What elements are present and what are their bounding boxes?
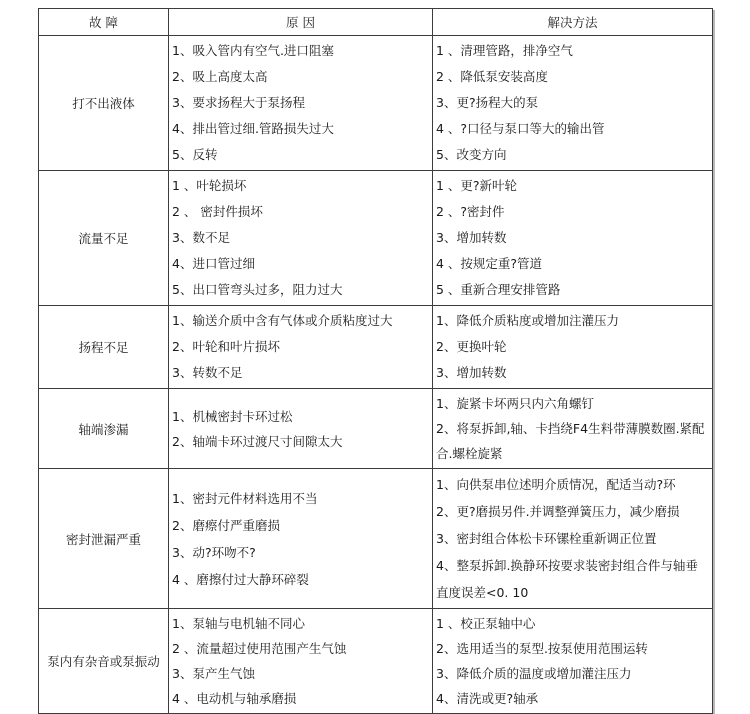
- solution-line: 1 、清理管路，排净空气: [436, 43, 573, 58]
- table-row: [39, 389, 713, 469]
- solution-line: 2、更换叶轮: [436, 339, 507, 354]
- table-row: [39, 306, 713, 389]
- header-fault: 故 障: [39, 9, 169, 36]
- cause-line: 3、数不足: [172, 230, 230, 245]
- solution-line: 3、增加转数: [436, 365, 507, 380]
- solution-line: 3、降低介质的温度或增加灌注压力: [436, 666, 632, 681]
- cause-cell: [169, 389, 433, 469]
- fault-cell: 轴端渗漏: [39, 389, 169, 469]
- cause-line: 4、排出管过细.管路损失过大: [172, 121, 334, 136]
- cause-line: 1 、叶轮损坏: [172, 178, 247, 193]
- cause-line: 5、出口管弯头过多，阻力过大: [172, 282, 343, 297]
- cause-line: 3、转数不足: [172, 365, 243, 380]
- solution-line: 2 、?密封件: [436, 204, 505, 219]
- cause-line: 1、机械密封卡环过松: [172, 408, 293, 424]
- cause-line: 2 、 密封件损坏: [172, 204, 263, 219]
- solution-line: 1 、校正泵轴中心: [436, 616, 536, 631]
- solution-line: 1、旋紧卡坏两只内六角螺钉: [436, 396, 594, 411]
- solution-line: 2、将泵拆卸,轴、卡挡绕F4生料带薄膜数圈.紧配合.螺栓旋紧: [436, 421, 705, 461]
- solution-line: 2、选用适当的泵型.按泵使用范围运转: [436, 641, 648, 656]
- cause-line: 2、吸上高度太高: [172, 69, 268, 84]
- solution-line: 1、降低介质粘度或增加注灌压力: [436, 313, 619, 328]
- solution-line: 1 、更?新叶轮: [436, 178, 518, 193]
- solution-line: 3、密封组合体松卡环镙栓重新调正位置: [436, 531, 657, 546]
- table-body: [39, 36, 713, 714]
- cause-line: 2、轴端卡环过渡尺寸间隙太大: [172, 433, 343, 449]
- cause-line: 4 、磨擦付过大静环碎裂: [172, 571, 309, 587]
- solution-cell: [433, 171, 713, 306]
- fault-cell: 流量不足: [39, 171, 169, 306]
- cause-line: 3、要求扬程大于泵扬程: [172, 95, 305, 110]
- cause-cell: [169, 171, 433, 306]
- header-solution: 解决方法: [433, 9, 713, 36]
- cause-line: 2、磨瘵付严重磨损: [172, 517, 280, 533]
- cause-line: 3、泵产生气蚀: [172, 666, 255, 681]
- fault-cell: 泵内有杂音或泵振动: [39, 609, 169, 714]
- cause-line: 1、输送介质中含有气体或介质粘度过大: [172, 313, 393, 328]
- solution-line: 2 、降低泵安装高度: [436, 69, 548, 84]
- solution-line: 4 、按规定重?管道: [436, 256, 543, 271]
- cause-line: 4 、电动机与轴承磨损: [172, 691, 297, 706]
- header-cause: 原 因: [169, 9, 433, 36]
- cause-line: 4、进口管过细: [172, 256, 255, 271]
- table-row: [39, 36, 713, 171]
- cause-line: 1、密封元件材料选用不当: [172, 490, 318, 506]
- cause-cell: [169, 609, 433, 714]
- troubleshooting-table: [38, 8, 713, 714]
- solution-cell: [433, 469, 713, 609]
- cause-cell: [169, 469, 433, 609]
- solution-line: 5 、重新合理安排管路: [436, 282, 561, 297]
- fault-cell: 密封泄漏严重: [39, 469, 169, 609]
- fault-cell: 打不出液体: [39, 36, 169, 171]
- solution-cell: [433, 306, 713, 389]
- solution-line: 4、整泵拆卸.换静环按要求装密封组合件与轴垂直度误差<0. 10: [436, 558, 698, 600]
- table-row: [39, 609, 713, 714]
- table-row: [39, 469, 713, 609]
- table-header-row: [39, 9, 713, 36]
- fault-cell: 扬程不足: [39, 306, 169, 389]
- solution-line: 3、更?扬程大的泵: [436, 95, 539, 110]
- cause-line: 1、吸入管内有空气.进口阻塞: [172, 43, 334, 58]
- solution-line: 4、清洗或更?轴承: [436, 691, 539, 706]
- solution-cell: [433, 36, 713, 171]
- solution-cell: [433, 609, 713, 714]
- cause-line: 3、动?环吻不?: [172, 544, 256, 560]
- cause-line: 2、叶轮和叶片损坏: [172, 339, 280, 354]
- solution-line: 4 、?口径与泵口等大的输出管: [436, 121, 605, 136]
- cause-cell: [169, 306, 433, 389]
- table-row: [39, 171, 713, 306]
- cause-cell: [169, 36, 433, 171]
- solution-line: 2、更?磨损另件.并调整弹簧压力，减少磨损: [436, 504, 680, 519]
- cause-line: 1、泵轴与电机轴不同心: [172, 616, 305, 631]
- cause-line: 2 、流量超过使用范围产生气蚀: [172, 641, 347, 656]
- solution-line: 1、向供泵串位述明介质情况，配适当动?环: [436, 477, 676, 492]
- solution-cell: [433, 389, 713, 469]
- cause-line: 5、反转: [172, 147, 218, 162]
- solution-line: 5、改变方向: [436, 147, 507, 162]
- solution-line: 3、增加转数: [436, 230, 507, 245]
